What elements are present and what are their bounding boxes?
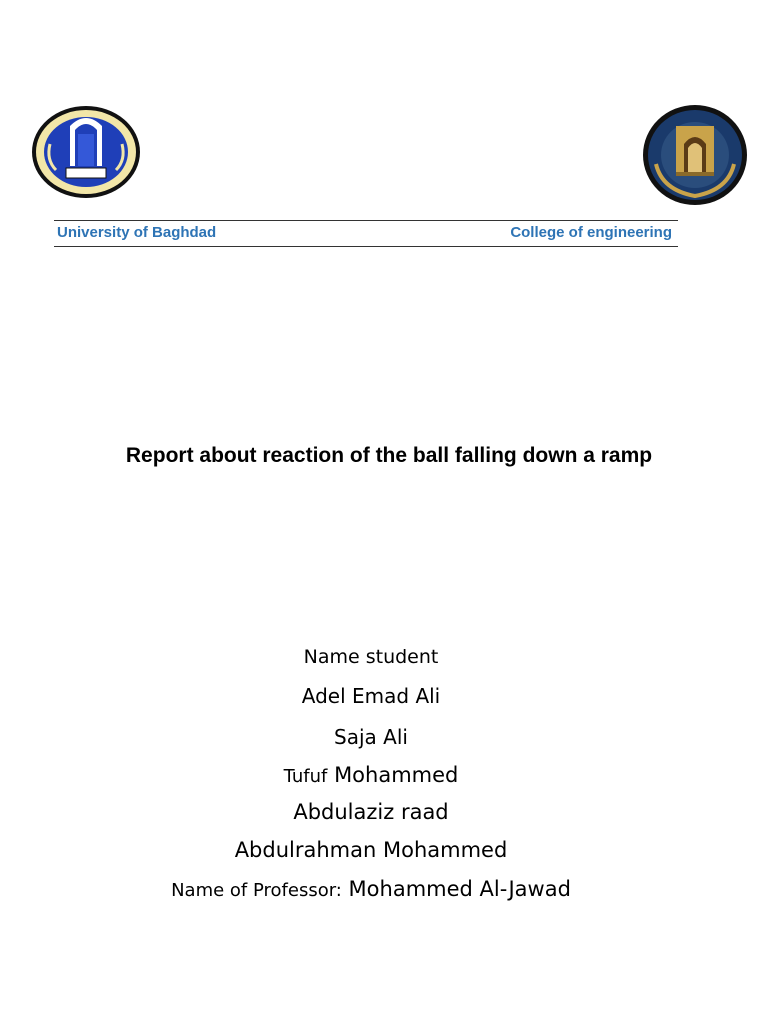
student-name-tufuf <box>0 763 742 787</box>
student-first-name: Tufuf <box>283 766 328 787</box>
university-logo-right <box>642 104 748 206</box>
student-name: Adel Emad Ali <box>301 684 441 708</box>
header-bar <box>54 220 678 247</box>
university-name: University of Baghdad <box>57 224 217 241</box>
college-name: College of engineering <box>510 224 672 241</box>
professor-label: Name of Professor: <box>171 880 342 901</box>
student-name: Abdulrahman Mohammed <box>234 838 508 862</box>
professor-name: Mohammed Al-Jawad <box>348 877 571 901</box>
professor-line <box>0 877 742 901</box>
university-logo-left <box>30 104 142 200</box>
student-name: Abdulaziz raad <box>293 800 449 824</box>
student-name: Saja Ali <box>334 725 408 749</box>
students-label: Name student <box>303 646 439 668</box>
student-last-name: Mohammed <box>334 763 459 787</box>
report-title: Report about reaction of the ball falling down a ramp <box>125 444 653 467</box>
